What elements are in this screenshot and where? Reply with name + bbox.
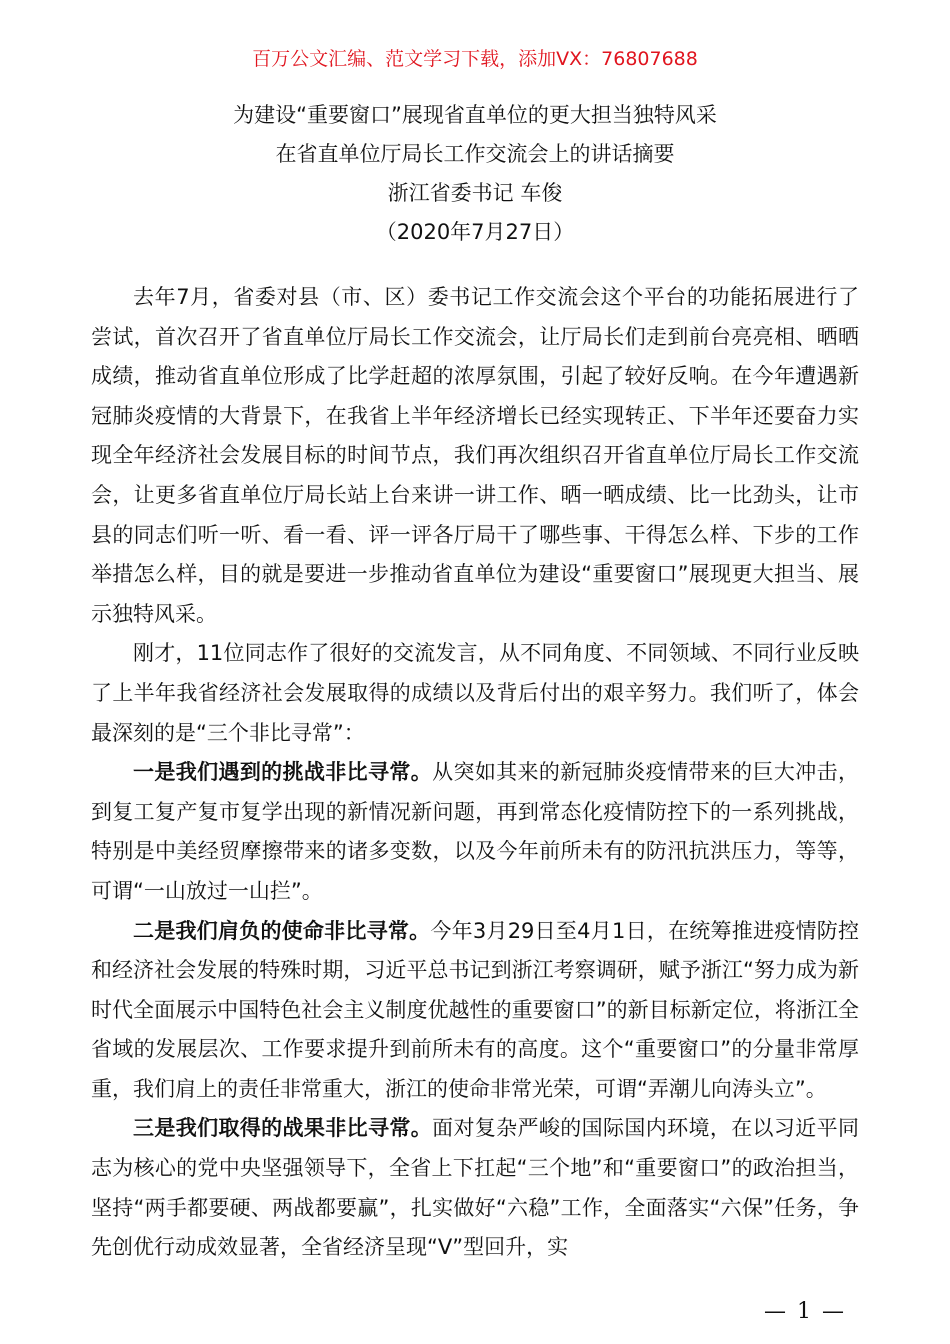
document-author: 浙江省委书记 车俊 (387, 181, 563, 205)
paragraph-5-text: 面对复杂严峻的国际国内环境，在以习近平同志为核心的党中央坚强领导下，全省上下扛起“三个地”和“重要窗口”的政治担当，坚持“两手都要硬、两战都要赢”，扎实做好“六稳”工作，全面落实“六保”任务，争先创优行动成效显著，全省经济呈现“V”型回升，实 (91, 1116, 860, 1260)
paragraph-1: 去年7月，省委对县（市、区）委书记工作交流会这个平台的功能拓展进行了尝试，首次召开了省直单位厅局长工作交流会，让厅局长们走到前台亮亮相、晒晒成绩，推动省直单位形成了比学赶超的浓厚氛围，引起了较好反响。在今年遭遇新冠肺炎疫情的大背景下，在我省上半年经济增长已经实现转正、下半年还要奋力实现全年经济社会发展目标的时间节点，我们再次组织召开省直单位厅局长工作交流会，让更多省直单位厅局长站上台来讲一讲工作、晒一晒成绩、比一比劲头，让市县的同志们听一听、看一看、评一评各厅局干了哪些事、干得怎么样、下步的工作举措怎么样，目的就是要进一步推动省直单位为建设“重要窗口”展现更大担当、展示独特风采。 (91, 285, 859, 626)
paragraph-5 (91, 1109, 859, 1267)
paragraph-4 (91, 912, 859, 1110)
header-banner (0, 45, 950, 73)
page-number: — 1 — (764, 1299, 846, 1324)
document-title: 为建设“重要窗口”展现省直单位的更大担当独特风采 (233, 103, 717, 127)
header-banner-text: 百万公文汇编、范文学习下载，添加VX：76807688 (252, 48, 698, 70)
title-block (0, 96, 950, 252)
paragraph-3-text: 从突如其来的新冠肺炎疫情带来的巨大冲击，到复工复产复市复学出现的新情况新问题，再到常态化疫情防控下的一系列挑战，特别是中美经贸摩擦带来的诸多变数，以及今年前所未有的防汛抗洪压力，等等，可谓“一山放过一山拦”。 (91, 760, 860, 903)
document-date: （2020年7月27日） (375, 220, 575, 244)
paragraph-4-lead: 二是我们肩负的使命非比寻常。 (133, 918, 431, 943)
document-subtitle: 在省直单位厅局长工作交流会上的讲话摘要 (275, 142, 675, 166)
document-body (91, 278, 859, 1268)
paragraph-3 (91, 753, 859, 911)
paragraph-4-text: 今年3月29日至4月1日，在统筹推进疫情防控和经济社会发展的特殊时期，习近平总书记到浙江考察调研，赋予浙江“努力成为新时代全面展示中国特色社会主义制度优越性的重要窗口”的新目标新定位，将浙江全省域的发展层次、工作要求提升到前所未有的高度。这个“重要窗口”的分量非常厚重，我们肩上的责任非常重大，浙江的使命非常光荣，可谓“弄潮儿向涛头立”。 (91, 918, 859, 1101)
paragraph-2: 刚才，11位同志作了很好的交流发言，从不同角度、不同领域、不同行业反映了上半年我省经济社会发展取得的成绩以及背后付出的艰辛努力。我们听了，体会最深刻的是“三个非比寻常”： (91, 641, 859, 745)
paragraph-3-lead: 一是我们遇到的挑战非比寻常。 (133, 760, 433, 785)
paragraph-5-lead: 三是我们取得的战果非比寻常。 (133, 1116, 433, 1141)
